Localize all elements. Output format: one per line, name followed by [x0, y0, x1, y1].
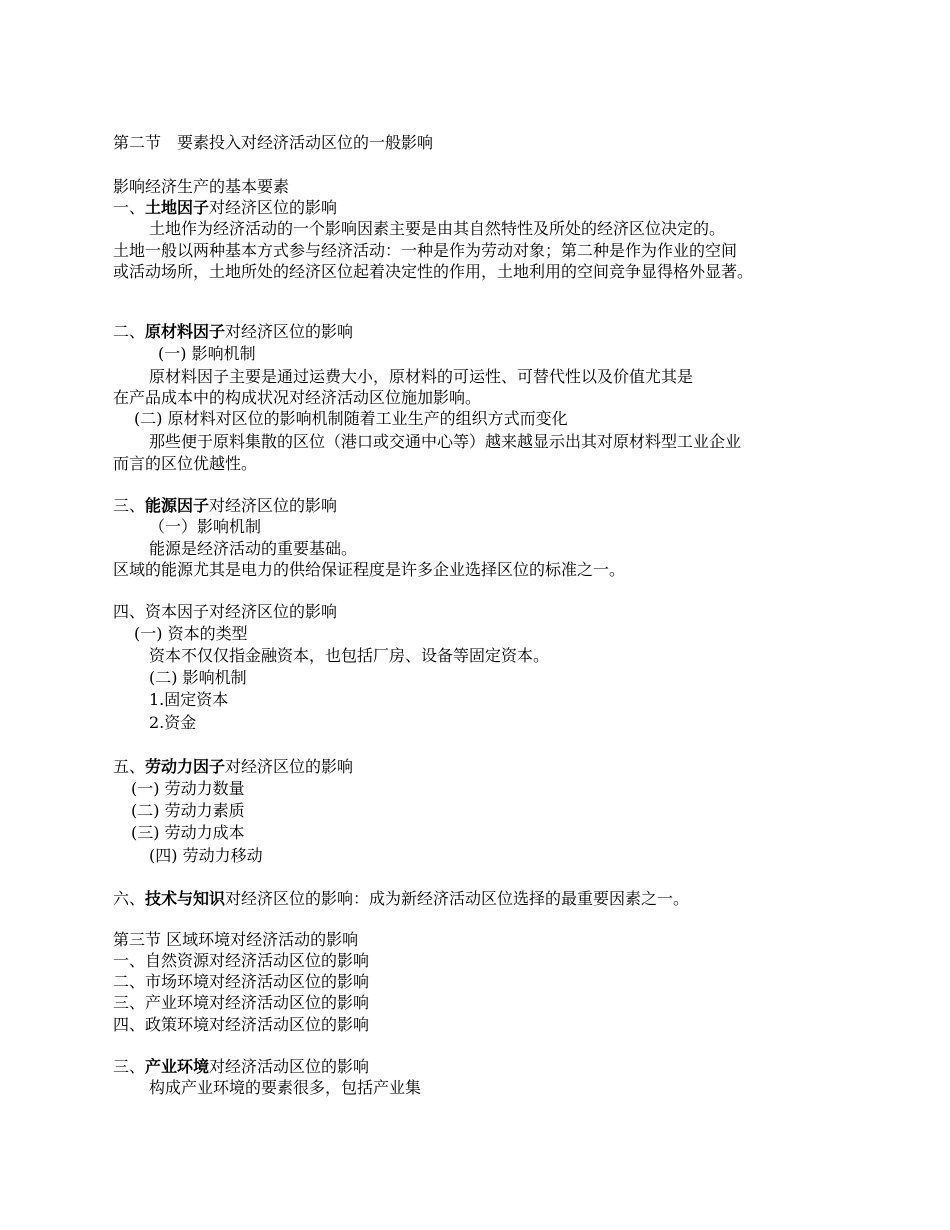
labor-heading: 五、劳动力因子对经济区位的影响	[113, 757, 354, 776]
capital-heading: 四、资本因子对经济区位的影响	[113, 602, 338, 621]
capital-sub-2: (二) 影响机制	[149, 668, 247, 687]
tech-heading-bold: 技术与知识	[145, 889, 226, 908]
labor-sub-1: (一) 劳动力数量	[131, 779, 245, 798]
energy-sub-1: （一）影响机制	[149, 517, 262, 536]
section3-title: 第三节 区域环境对经济活动的影响	[113, 930, 359, 949]
energy-heading-bold: 能源因子	[145, 496, 210, 515]
industry-heading-bold: 产业环境	[145, 1057, 210, 1076]
energy-paragraph-2: 区域的能源尤其是电力的供给保证程度是许多企业选择区位的标准之一。	[113, 560, 626, 579]
energy-heading: 三、能源因子对经济区位的影响	[113, 496, 338, 515]
industry-paragraph-1: 构成产业环境的要素很多，包括产业集	[149, 1078, 422, 1097]
raw-paragraph-2: 在产品成本中的构成状况对经济活动区位施加影响。	[113, 388, 482, 407]
section3-item: 二、市场环境对经济活动区位的影响	[113, 972, 370, 991]
section2-intro: 影响经济生产的基本要素	[113, 177, 290, 196]
land-paragraph-2: 土地一般以两种基本方式参与经济活动：一种是作为劳动对象；第二种是作为作业的空间	[113, 241, 738, 260]
capital-item-1: 1.固定资本	[149, 690, 229, 709]
land-heading: 一、土地因子对经济区位的影响	[113, 198, 338, 217]
labor-sub-4: (四) 劳动力移动	[149, 846, 263, 865]
land-paragraph-3: 或活动场所，土地所处的经济区位起着决定性的作用，土地利用的空间竞争显得格外显著。	[113, 262, 754, 281]
raw-heading-bold: 原材料因子	[145, 322, 226, 341]
section3-item: 一、自然资源对经济活动区位的影响	[113, 951, 370, 970]
energy-paragraph-1: 能源是经济活动的重要基础。	[149, 539, 358, 558]
raw-paragraph-3: 那些便于原料集散的区位（港口或交通中心等）越来越显示出其对原材料型工业企业	[149, 432, 742, 451]
raw-paragraph-4: 而言的区位优越性。	[113, 454, 258, 473]
section3-item: 三、产业环境对经济活动区位的影响	[113, 993, 370, 1012]
raw-paragraph-1: 原材料因子主要是通过运费大小，原材料的可运性、可替代性以及价值尤其是	[149, 367, 694, 386]
section2-title: 第二节 要素投入对经济活动区位的一般影响	[113, 133, 434, 152]
raw-sub-2: (二) 原材料对区位的影响机制随着工业生产的组织方式而变化	[134, 409, 568, 428]
industry-heading: 三、产业环境对经济活动区位的影响	[113, 1057, 370, 1076]
capital-sub-1: (一) 资本的类型	[134, 624, 248, 643]
labor-sub-3: (三) 劳动力成本	[131, 823, 245, 842]
labor-heading-bold: 劳动力因子	[145, 757, 226, 776]
tech-heading: 六、技术与知识对经济区位的影响：成为新经济活动区位选择的最重要因素之一。	[113, 889, 690, 908]
section3-item: 四、政策环境对经济活动区位的影响	[113, 1015, 370, 1034]
capital-paragraph-1: 资本不仅仅指金融资本，也包括厂房、设备等固定资本。	[149, 646, 550, 665]
labor-sub-2: (二) 劳动力素质	[131, 801, 245, 820]
land-paragraph-1: 土地作为经济活动的一个影响因素主要是由其自然特性及所处的经济区位决定的。	[149, 219, 726, 238]
raw-heading: 二、原材料因子对经济区位的影响	[113, 322, 354, 341]
capital-item-2: 2.资金	[149, 713, 197, 732]
land-heading-bold: 土地因子	[145, 198, 210, 217]
raw-sub-1: (一) 影响机制	[158, 344, 256, 363]
